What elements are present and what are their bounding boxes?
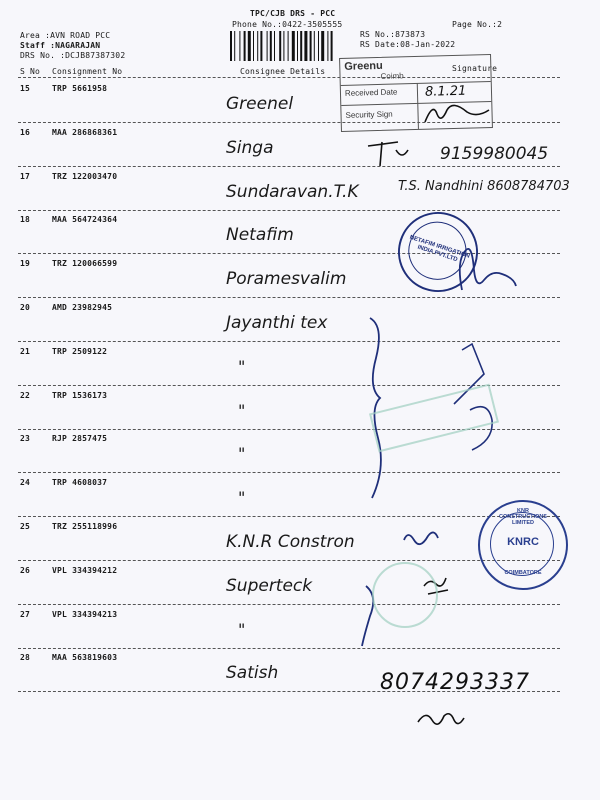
knr-logo: KNRC — [507, 536, 539, 548]
col-header-consignee: Consignee Details — [240, 67, 326, 76]
netafim-stamp-text: NETAFIM IRRIGATION INDIA PVT.LTD — [408, 234, 471, 264]
row-separator — [18, 429, 560, 430]
security-sign-label: Security Sign — [345, 109, 393, 120]
barcode-bar — [327, 31, 328, 61]
row-consignee: " — [238, 619, 246, 639]
barcode-bar — [304, 31, 307, 61]
knr-stamp — [478, 500, 568, 590]
row-sno: 24 — [20, 478, 31, 488]
barcode-bar — [274, 31, 275, 61]
staff-label: Staff :NAGARAJAN — [20, 41, 101, 50]
barcode-bar — [234, 31, 235, 61]
row-separator — [18, 122, 560, 123]
row-sno: 20 — [20, 303, 31, 312]
row-sno: 21 — [20, 346, 31, 356]
row-consignee: Superteck — [226, 575, 313, 596]
row-sno: 22 — [20, 390, 31, 400]
barcode-bar — [230, 31, 232, 61]
barcode-bar — [318, 31, 319, 61]
row-separator — [18, 604, 560, 605]
row-consignee: Poramesvalim — [226, 269, 347, 290]
row-consignment-no: TRP 5661958 — [52, 84, 108, 93]
row-consignment-no: VPL 334394213 — [52, 609, 118, 619]
barcode-bar — [310, 31, 312, 61]
rs-date: RS Date:08-Jan-2022 — [360, 40, 456, 49]
row-consignment-no: RJP 2857475 — [52, 434, 108, 444]
row-note-17: T.S. Nandhini 8608784703 — [398, 179, 570, 194]
row-consignment-no: MAA 286868361 — [52, 127, 118, 137]
faded-stamp-26 — [372, 562, 438, 628]
barcode-bar — [260, 31, 262, 61]
phone-number: Phone No.:0422-3505555 — [232, 20, 343, 29]
row-consignee: " — [238, 444, 246, 464]
area-label: Area :AVN ROAD PCC — [20, 31, 111, 40]
row-consignee: Jayanthi tex — [226, 313, 328, 333]
row-sno: 28 — [20, 653, 31, 663]
row-sno: 17 — [20, 171, 31, 181]
row-consignee: " — [238, 488, 246, 508]
signature-16 — [368, 142, 408, 166]
knr-stamp-city: COIMBATORE — [504, 570, 542, 576]
row-consignee: Singa — [226, 137, 274, 158]
barcode-bar — [270, 31, 272, 61]
barcode-bar — [279, 31, 281, 61]
barcode-bar — [244, 31, 246, 61]
received-stamp — [339, 54, 493, 132]
row-separator — [18, 297, 560, 298]
barcode-bar — [314, 31, 315, 61]
barcode-bar — [292, 31, 295, 61]
barcode-bar — [248, 31, 251, 61]
row-separator — [18, 210, 560, 211]
barcode-bar — [257, 31, 258, 61]
row-sno: 25 — [20, 522, 31, 531]
barcode-bar — [331, 31, 333, 61]
row-consignee: K.N.R Constron — [226, 532, 355, 552]
row-consignee: Netafim — [226, 225, 294, 246]
row-sno: 19 — [20, 259, 31, 269]
row-consignment-no: MAA 563819603 — [52, 653, 118, 663]
row-consignee: " — [238, 356, 246, 376]
stamp-company-line2: Coimb — [380, 71, 404, 81]
barcode-bar — [288, 31, 289, 61]
row-sno: 26 — [20, 565, 31, 575]
row-consignment-no: VPL 334394212 — [52, 565, 118, 575]
doc-title: TPC/CJB DRS - PCC — [250, 9, 336, 18]
faded-stamp-22 — [369, 384, 499, 453]
stamp-company-line1: Greenu — [344, 59, 383, 73]
barcode-bar — [253, 31, 254, 61]
row-consignee: " — [238, 400, 246, 420]
received-date-label: Received Date — [344, 87, 398, 98]
row-consignment-no: TRP 1536173 — [52, 390, 108, 400]
row-consignment-no: MAA 564724364 — [52, 215, 118, 225]
rs-number: RS No.:873873 — [360, 30, 426, 39]
row-separator — [18, 560, 560, 561]
barcode-bar — [283, 31, 284, 61]
barcode-bar — [300, 31, 302, 61]
signature-28 — [418, 714, 464, 724]
col-header-consignment: Consignment No — [52, 67, 123, 76]
signature-25 — [404, 532, 438, 544]
col-header-sno: S No — [20, 67, 41, 76]
row-consignment-no: TRZ 120066599 — [52, 259, 118, 269]
col-header-signature: Signature — [452, 64, 498, 73]
received-date-value: 8.1.21 — [424, 83, 467, 100]
barcode-bar — [321, 31, 324, 61]
row-sno: 23 — [20, 434, 31, 444]
row-note-16: 9159980045 — [440, 144, 549, 164]
barcode-bar — [297, 31, 298, 61]
netafim-stamp — [388, 202, 489, 303]
row-separator — [18, 253, 560, 254]
row-consignee: Greenel — [226, 94, 294, 114]
row-sno: 15 — [20, 84, 31, 93]
page-number: Page No.:2 — [452, 20, 503, 29]
row-separator — [18, 341, 560, 342]
barcode-bar — [239, 31, 240, 61]
row-consignment-no: TRP 4608037 — [52, 478, 108, 488]
row-sno: 18 — [20, 215, 31, 225]
brace-20-24 — [370, 318, 381, 498]
row-consignment-no: TRZ 255118996 — [52, 522, 118, 531]
row-consignment-no: AMD 23982945 — [52, 303, 113, 312]
drs-number: DRS No. :DCJB87387302 — [20, 51, 126, 60]
row-note-28: 8074293337 — [380, 670, 530, 695]
row-separator — [18, 648, 560, 649]
row-sno: 27 — [20, 609, 31, 619]
row-separator — [18, 516, 560, 517]
knr-stamp-text: KNR CONSTRUCTIONS LIMITED — [499, 508, 547, 526]
row-consignment-no: TRZ 122003470 — [52, 171, 118, 181]
row-consignee: Satish — [226, 663, 279, 684]
row-consignee: Sundaravan.T.K — [226, 181, 359, 202]
row-sno: 16 — [20, 127, 31, 137]
barcode-bar — [267, 31, 268, 61]
barcode — [228, 31, 356, 61]
row-separator — [18, 472, 560, 473]
row-separator — [18, 166, 560, 167]
row-consignment-no: TRP 2509122 — [52, 346, 108, 356]
